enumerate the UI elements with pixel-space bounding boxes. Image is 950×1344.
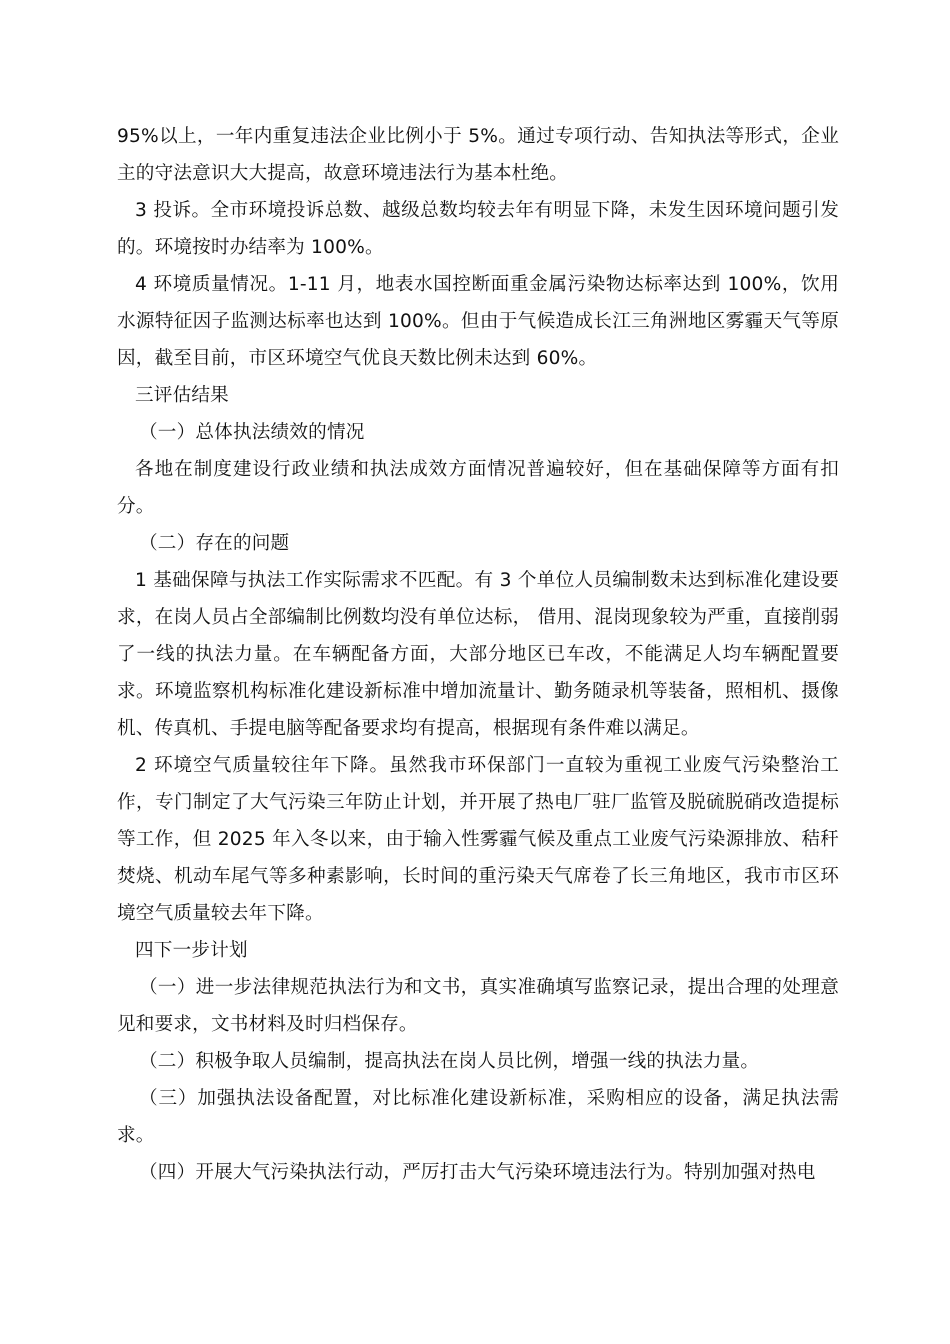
subheading-overall-performance: （一）总体执法绩效的情况 <box>139 422 365 443</box>
subheading-existing-problems: （二）存在的问题 <box>139 533 290 554</box>
paragraph-compliance-rate: 95%以上，一年内重复违法企业比例小于 5%。通过专项行动、告知执法等形式，企业主的守法意识大大提高，故意环境违法行为基本杜绝。 <box>117 126 839 184</box>
document-body <box>117 118 839 1191</box>
paragraph-plan-3: （三）加强执法设备配置，对比标准化建设新标准，采购相应的设备，满足执法需求。 <box>117 1088 839 1146</box>
paragraph-overall-performance: 各地在制度建设行政业绩和执法成效方面情况普遍较好，但在基础保障等方面有扣分。 <box>117 459 839 517</box>
paragraph-plan-1: （一）进一步法律规范执法行为和文书，真实准确填写监察记录，提出合理的处理意见和要求，文书材料及时归档保存。 <box>117 977 839 1035</box>
paragraph-problem-basic-support: 1 基础保障与执法工作实际需求不匹配。有 3 个单位人员编制数未达到标准化建设要求，在岗人员占全部编制比例数均没有单位达标， 借用、混岗现象较为严重，直接削弱了一线的执法力量。在车辆配备方面，大部分地区已车改，不能满足人均车辆配置要求。环境监察机构标准化建设新标准中增加流量计、勤务随录机等装备，照相机、摄像机、传真机、手提电脑等配备要求均有提高，根据现有条件难以满足。 <box>117 570 839 739</box>
paragraph-problem-air-quality: 2 环境空气质量较往年下降。虽然我市环保部门一直较为重视工业废气污染整治工作，专门制定了大气污染三年防止计划，并开展了热电厂驻厂监管及脱硫脱硝改造提标等工作，但 2025 年入冬以来，由于输入性雾霾气候及重点工业废气污染源排放、秸秆焚烧、机动车尾气等多种素影响，长时间的重污染天气席卷了长三角地区，我市市区环境空气质量较去年下降。 <box>117 755 839 924</box>
paragraph-environment-quality: 4 环境质量情况。1-11 月，地表水国控断面重金属污染物达标率达到 100%，饮用水源特征因子监测达标率也达到 100%。但由于气候造成长江三角洲地区雾霾天气等原因，截至目前，市区环境空气优良天数比例未达到 60%。 <box>117 274 839 369</box>
section-heading-next-steps: 四下一步计划 <box>135 940 248 961</box>
paragraph-plan-2: （二）积极争取人员编制，提高执法在岗人员比例，增强一线的执法力量。 <box>139 1051 760 1072</box>
paragraph-complaints: 3 投诉。全市环境投诉总数、越级总数均较去年有明显下降，未发生因环境问题引发的。环境按时办结率为 100%。 <box>117 200 839 258</box>
section-heading-evaluation-results: 三评估结果 <box>135 385 229 406</box>
paragraph-plan-4: （四）开展大气污染执法行动，严厉打击大气污染环境违法行为。特别加强对热电 <box>139 1162 816 1183</box>
